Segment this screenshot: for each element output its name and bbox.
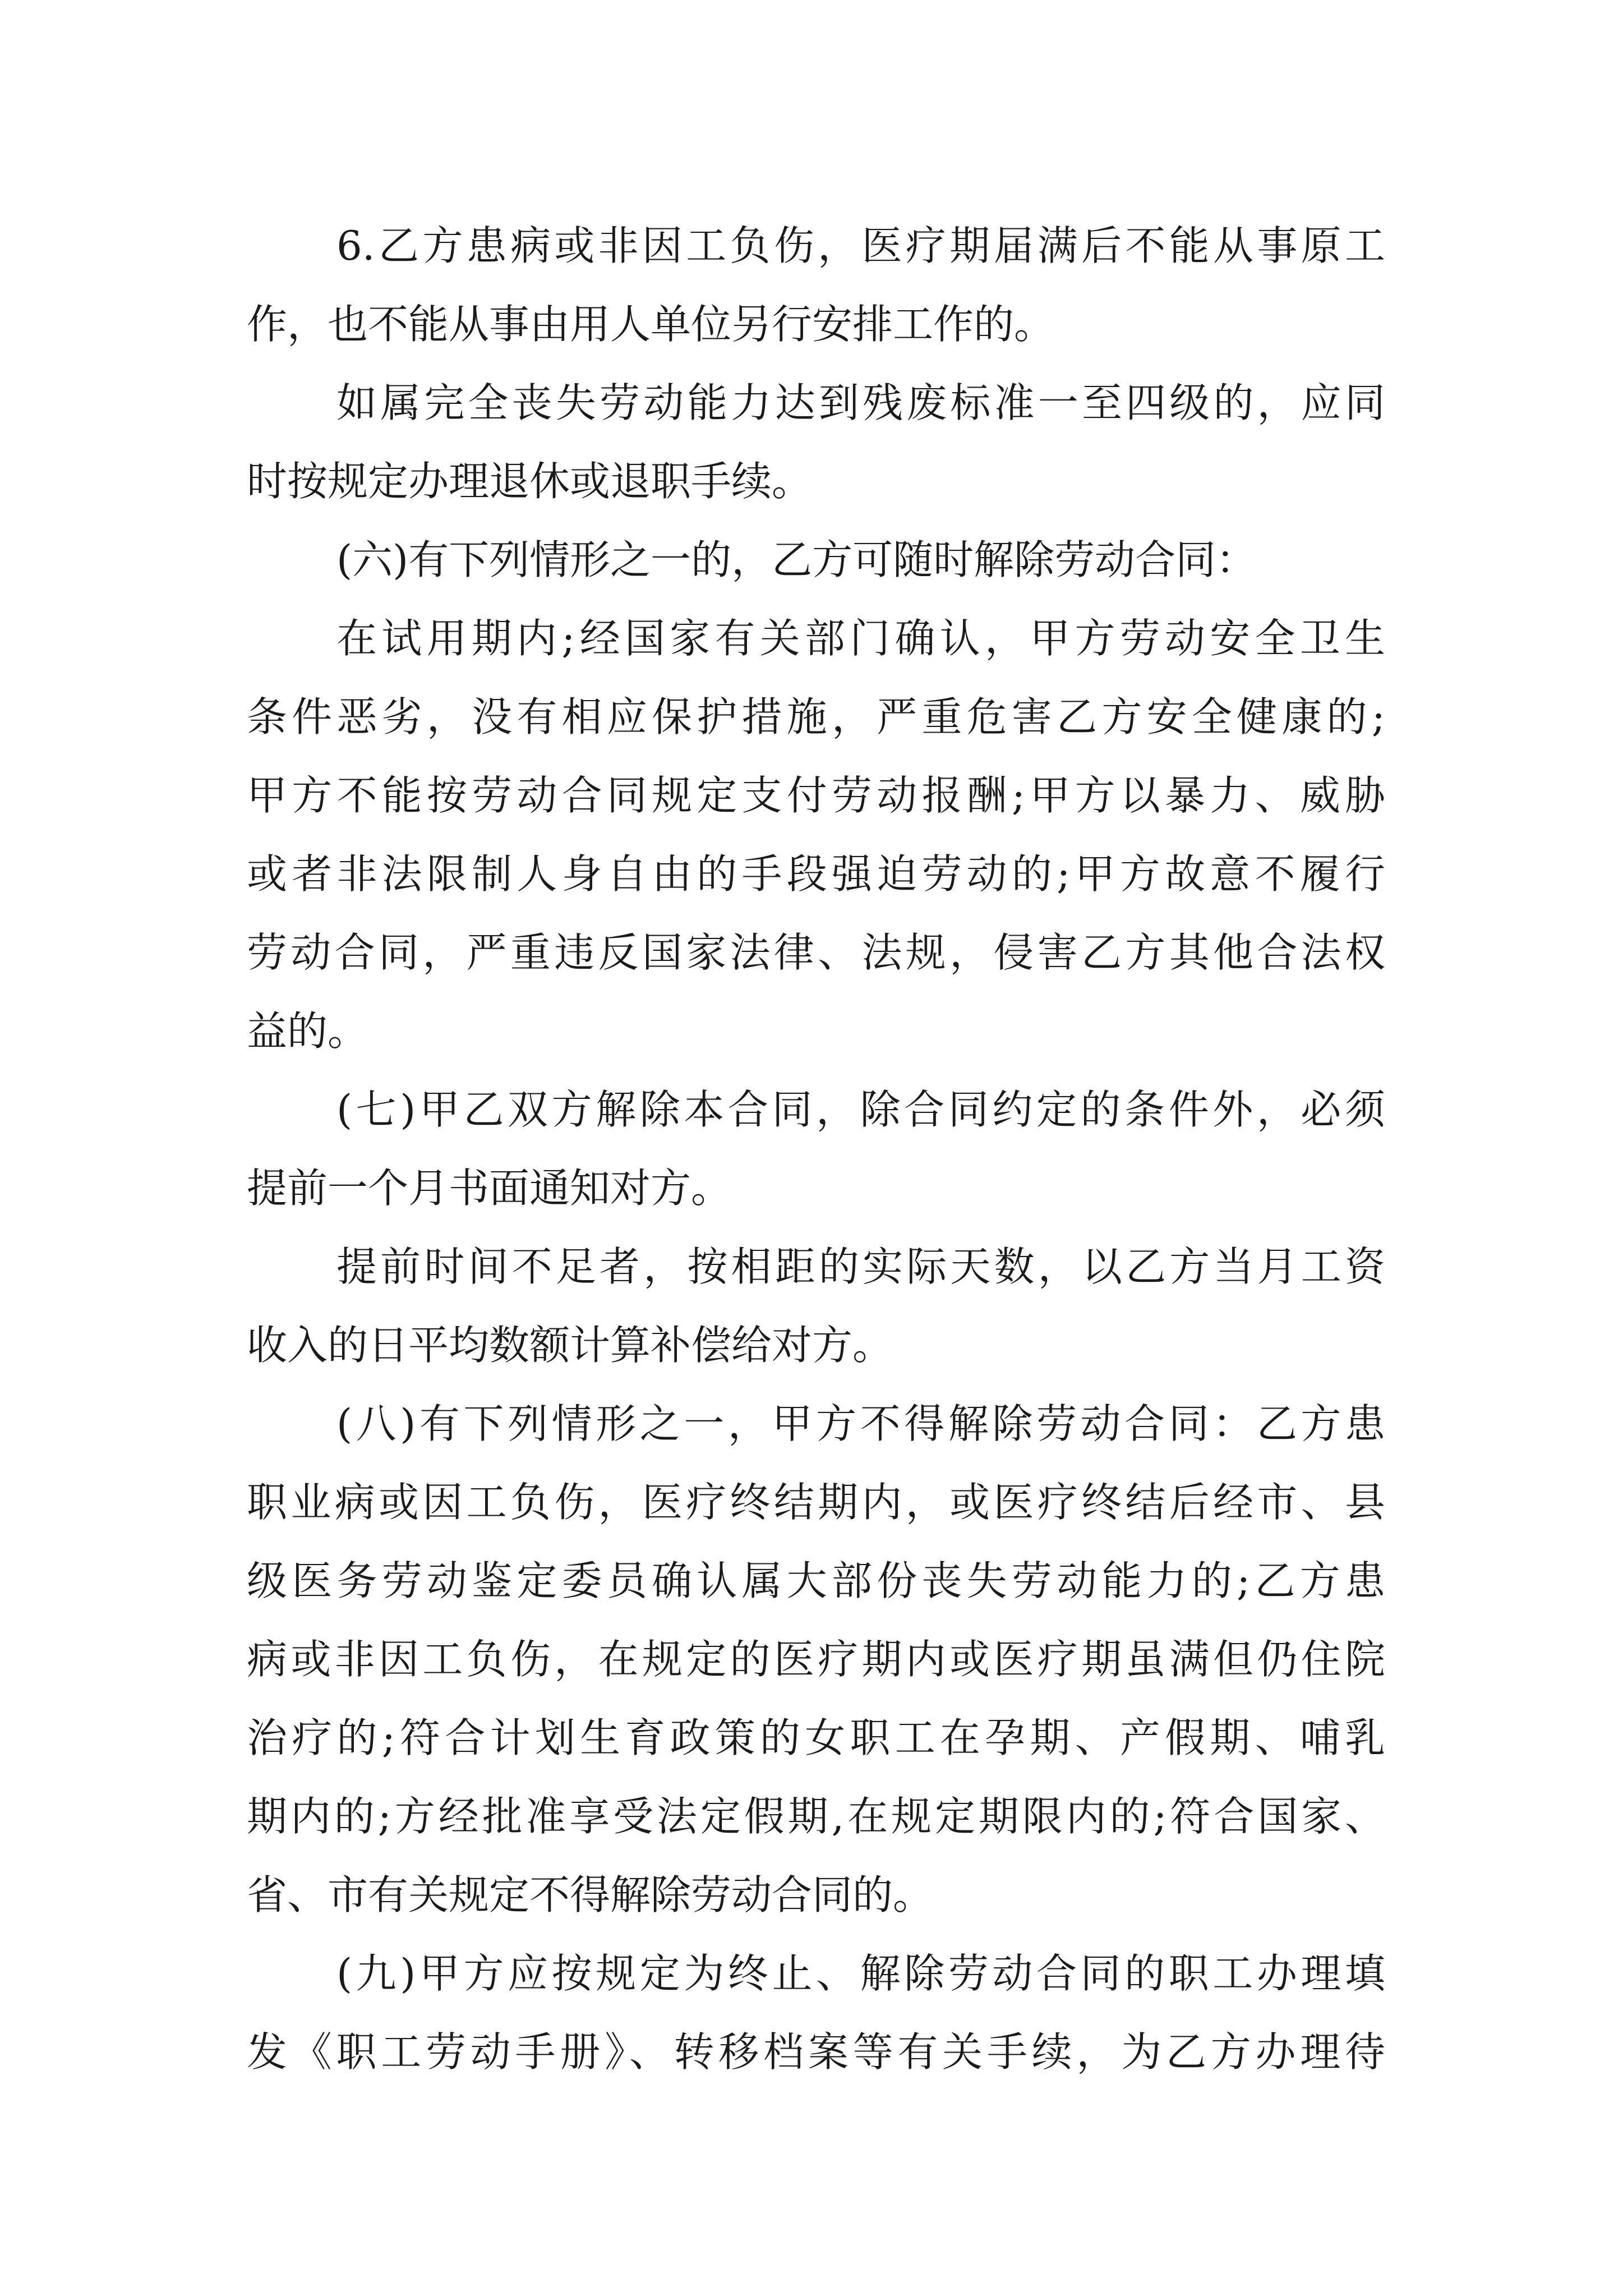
text-line: 级医务劳动鉴定委员确认属大部份丧失劳动能力的;乙方患 [247, 1557, 1385, 1604]
text-line: 益的。 [247, 1007, 368, 1055]
text-line: 条件恶劣，没有相应保护措施，严重危害乙方安全健康的; [247, 693, 1385, 740]
text-line: (九)甲方应按规定为终止、解除劳动合同的职工办理填 [336, 1950, 1385, 1997]
text-line: 甲方不能按劳动合同规定支付劳动报酬;甲方以暴力、威胁 [247, 772, 1385, 819]
text-line: (六)有下列情形之一的，乙方可随时解除劳动合同： [336, 536, 1257, 583]
text-line: 劳动合同，严重违反国家法律、法规，侵害乙方其他合法权 [247, 929, 1385, 976]
text-line: 提前时间不足者，按相距的实际天数，以乙方当月工资 [336, 1243, 1385, 1290]
text-line: (七)甲乙双方解除本合同，除合同约定的条件外，必须 [336, 1086, 1385, 1133]
text-line: 或者非法限制人身自由的手段强迫劳动的;甲方故意不履行 [247, 850, 1385, 898]
text-line: 收入的日平均数额计算补偿给对方。 [247, 1322, 893, 1369]
text-line: 提前一个月书面通知对方。 [247, 1165, 732, 1212]
text-line: 6.乙方患病或非因工负伤，医疗期届满后不能从事原工 [336, 222, 1385, 269]
text-line: 期内的;方经批准享受法定假期,在规定期限内的;符合国家、 [247, 1793, 1385, 1840]
text-line: 时按规定办理退休或退职手续。 [247, 458, 813, 505]
text-line: (八)有下列情形之一，甲方不得解除劳动合同：乙方患 [336, 1400, 1385, 1447]
text-line: 省、市有关规定不得解除劳动合同的。 [247, 1871, 934, 1918]
text-line: 在试用期内;经国家有关部门确认，甲方劳动安全卫生 [336, 615, 1385, 662]
text-line: 如属完全丧失劳动能力达到残废标准一至四级的，应同 [336, 379, 1385, 426]
text-line: 职业病或因工负伤，医疗终结期内，或医疗终结后经市、县 [247, 1479, 1385, 1526]
text-line: 作，也不能从事由用人单位另行安排工作的。 [247, 301, 1055, 348]
text-line: 发《职工劳动手册》、转移档案等有关手续，为乙方办理待 [247, 2028, 1385, 2076]
text-line: 治疗的;符合计划生育政策的女职工在孕期、产假期、哺乳 [247, 1714, 1385, 1761]
text-line: 病或非因工负伤，在规定的医疗期内或医疗期虽满但仍住院 [247, 1636, 1385, 1683]
